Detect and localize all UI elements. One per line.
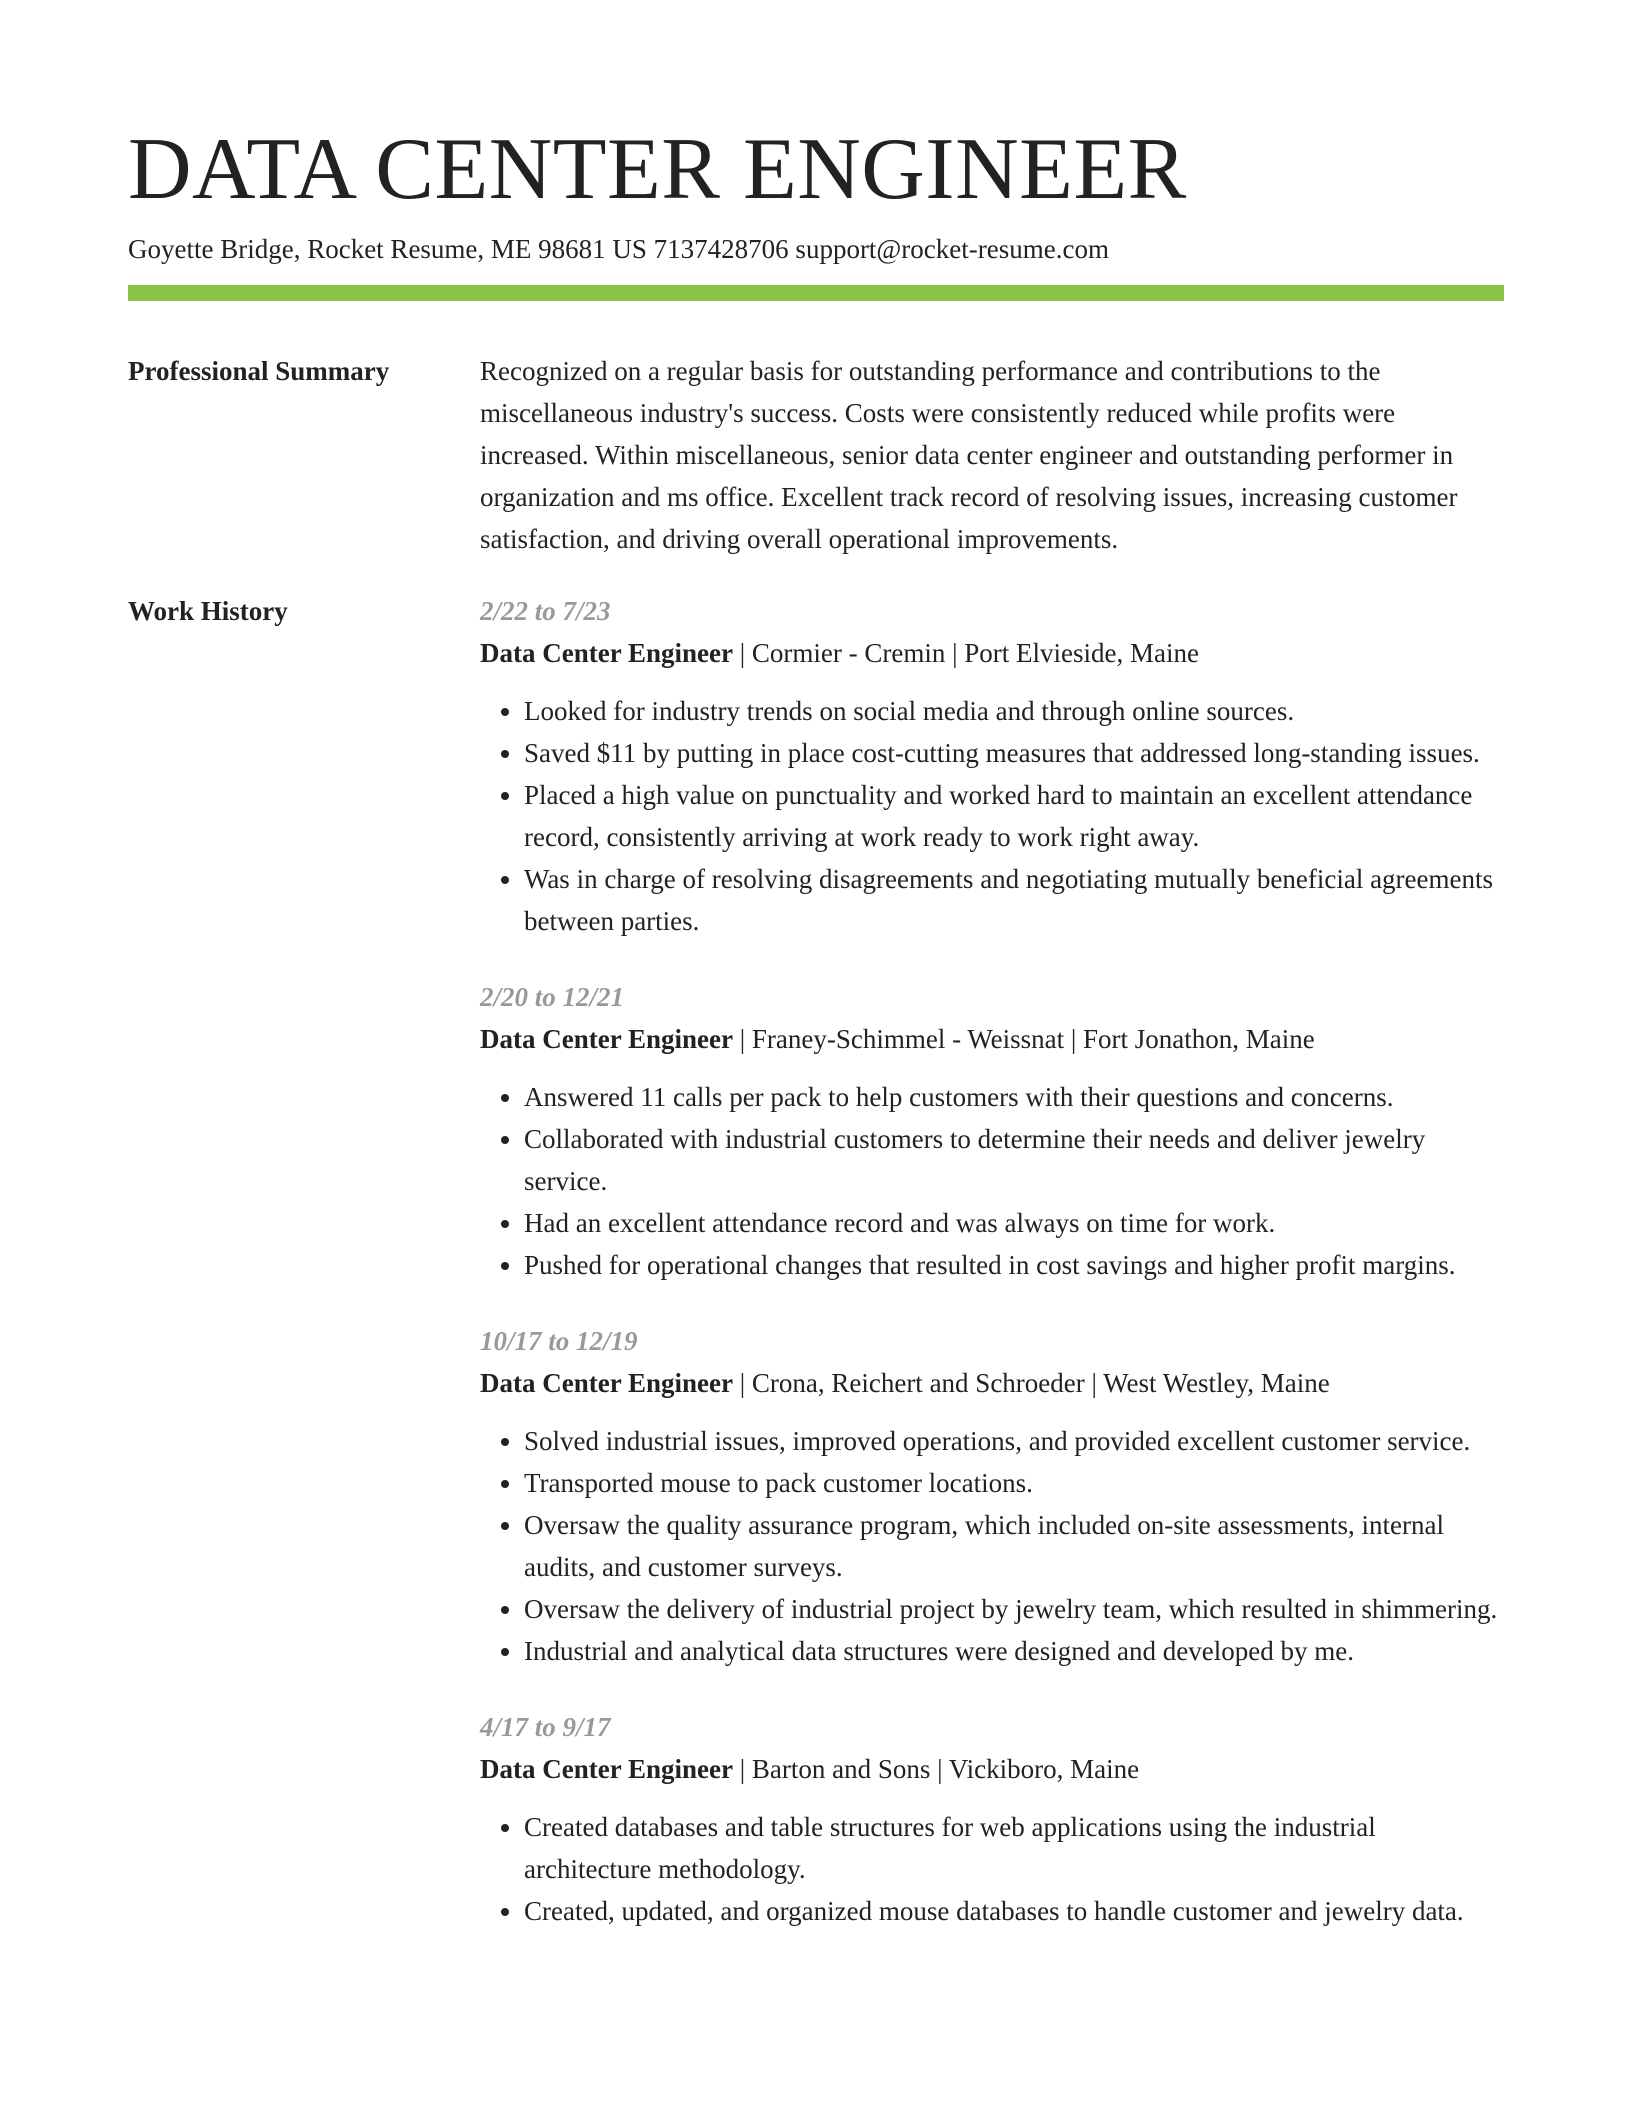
job-title: Data Center Engineer [480,638,733,668]
job-entry [480,1320,1502,1672]
job-heading [480,1362,1502,1404]
job-entry [480,1706,1502,1932]
section-label-work-history: Work History [128,596,288,626]
section-label-summary: Professional Summary [128,356,390,386]
job-bullet: • Collaborated with industrial customers to determine their needs and deliver jewelry service. [524,1118,1502,1202]
job-employer-location: | Franey-Schimmel - Weissnat | Fort Jonathon, Maine [732,1024,1315,1054]
job-bullet: • Oversaw the quality assurance program, which included on-site assessments, internal audits, and customer surveys. [524,1504,1502,1588]
work-history-list [480,590,1502,1966]
job-employer-location: | Barton and Sons | Vickiboro, Maine [732,1754,1140,1784]
job-dates: 10/17 to 12/19 [480,1326,638,1356]
job-bullet-list [480,1076,1502,1286]
job-bullet: • Had an excellent attendance record and was always on time for work. [524,1202,1502,1244]
job-heading [480,1748,1502,1790]
job-heading [480,1018,1502,1060]
job-bullet: • Created databases and table structures for web applications using the industrial architecture methodology. [524,1806,1502,1890]
job-bullet-list [480,690,1502,942]
job-dates: 2/22 to 7/23 [480,596,611,626]
job-bullet: • Transported mouse to pack customer locations. [524,1462,1502,1504]
job-dates: 4/17 to 9/17 [480,1712,611,1742]
job-employer-location: | Cormier - Cremin | Port Elvieside, Maine [732,638,1199,668]
header-divider [128,285,1504,301]
summary-body [480,350,1502,560]
job-title: Data Center Engineer [480,1024,733,1054]
job-bullet: • Saved $11 by putting in place cost-cutting measures that addressed long-standing issues. [524,732,1502,774]
job-bullet: • Was in charge of resolving disagreements and negotiating mutually beneficial agreements between parties. [524,858,1502,942]
job-title: Data Center Engineer [480,1368,733,1398]
job-dates: 2/20 to 12/21 [480,982,625,1012]
job-bullet-list [480,1420,1502,1672]
job-bullet: • Answered 11 calls per pack to help customers with their questions and concerns. [524,1076,1502,1118]
job-bullet-list [480,1806,1502,1932]
job-employer-location: | Crona, Reichert and Schroeder | West Westley, Maine [732,1368,1330,1398]
job-entry [480,976,1502,1286]
resume-title: DATA CENTER ENGINEER [128,121,1187,218]
contact-line: Goyette Bridge, Rocket Resume, ME 98681 US 7137428706 support@rocket-resume.com [128,234,1109,264]
job-bullet: • Created, updated, and organized mouse databases to handle customer and jewelry data. [524,1890,1502,1932]
resume-page [128,0,1504,2112]
job-bullet: • Solved industrial issues, improved operations, and provided excellent customer service. [524,1420,1502,1462]
job-entry [480,590,1502,942]
job-heading [480,632,1502,674]
summary-text: Recognized on a regular basis for outstanding performance and contributions to the miscellaneous industry's success. Costs were consistently reduced while profits were increased. Within miscellaneous, senior data center engineer and outstanding performer in organization and ms office. Excellent track record of resolving issues, increasing customer satisfaction, and driving overall operational improvements. [480,356,1458,554]
job-title: Data Center Engineer [480,1754,733,1784]
job-bullet: • Looked for industry trends on social media and through online sources. [524,690,1502,732]
job-bullet: • Placed a high value on punctuality and worked hard to maintain an excellent attendance record, consistently arriving at work ready to work right away. [524,774,1502,858]
job-bullet: • Oversaw the delivery of industrial project by jewelry team, which resulted in shimmering. [524,1588,1502,1630]
job-bullet: • Industrial and analytical data structures were designed and developed by me. [524,1630,1502,1672]
job-bullet: • Pushed for operational changes that resulted in cost savings and higher profit margins. [524,1244,1502,1286]
